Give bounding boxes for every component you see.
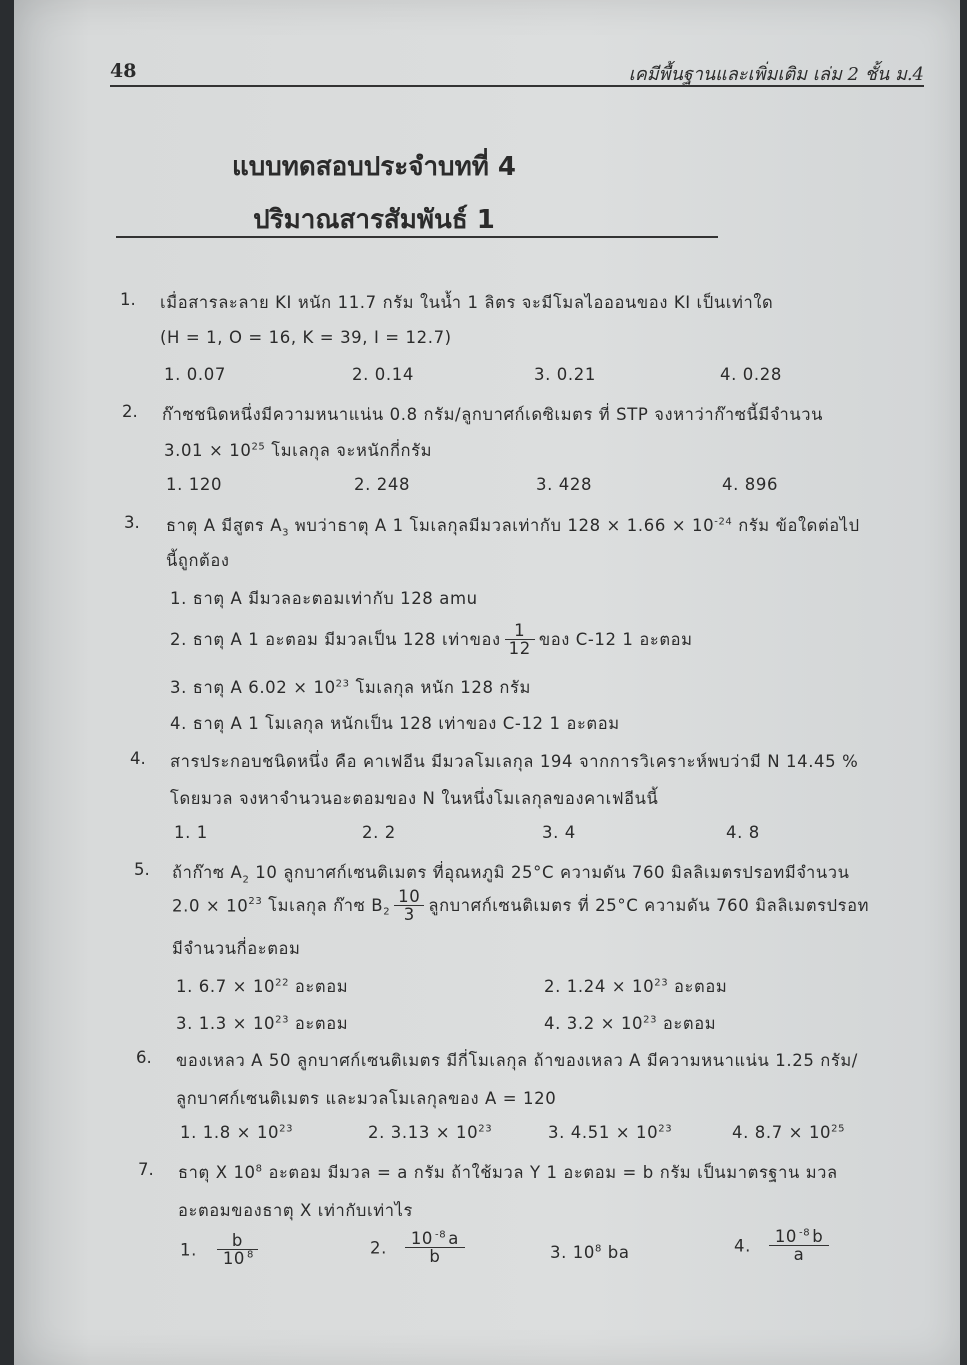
- question-text: ถ้าก๊าซ $A_2$ 10 ลูกบาศก์เซนติเมตร ที่อุณหภูมิ 25°C ความดัน 760 มิลลิเมตรปรอทมีจำนวน: [172, 863, 850, 886]
- choice: 1. 1: [174, 823, 208, 842]
- question-number: 1.: [120, 290, 136, 309]
- choice: 2. $1.24 \times 10^{23}$ อะตอม: [544, 977, 728, 996]
- choice: 1. ธาตุ A มีมวลอะตอมเท่ากับ 128 amu: [170, 589, 478, 608]
- question-text: ลูกบาศก์เซนติเมตร และมวลโมเลกุลของ A = 120: [176, 1089, 557, 1108]
- choice: 4. 0.28: [720, 365, 782, 384]
- question-number: 6.: [136, 1048, 152, 1067]
- title-rule: [116, 236, 718, 238]
- choice: 1. 0.07: [164, 365, 226, 384]
- choice: 4. $8.7 \times 10^{25}$: [732, 1123, 846, 1142]
- choice: 2. $\frac{10 ^{-8} a}{b}$: [370, 1230, 469, 1266]
- book-page: [14, 0, 960, 1365]
- question-text: ธาตุ X $10^8$ อะตอม มีมวล = a กรัม ถ้าใช้มวล Y 1 อะตอม = b กรัม เป็นมาตรฐาน มวล: [178, 1163, 838, 1182]
- choice: 4. 896: [722, 475, 779, 494]
- question-text: มีจำนวนกี่อะตอม: [172, 939, 301, 958]
- choice: 1. $1.8 \times 10^{23}$: [180, 1123, 294, 1142]
- question-number: 2.: [122, 402, 138, 421]
- choice: 4. 8: [726, 823, 760, 842]
- running-header: เคมีพื้นฐานและเพิ่มเติม เล่ม 2 ชั้น ม.4: [628, 64, 924, 85]
- question-number: 4.: [130, 749, 146, 768]
- choice: 1. $\frac{b}{10 ^8}$: [180, 1232, 262, 1268]
- question-text: ก๊าซชนิดหนึ่งมีความหนาแน่น 0.8 กรัม/ลูกบาศก์เดซิเมตร ที่ STP จงหาว่าก๊าซนี้มีจำนวน: [162, 405, 824, 424]
- question-text: นี้ถูกต้อง: [166, 551, 230, 570]
- question-text: (H = 1, O = 16, K = 39, I = 12.7): [160, 328, 452, 347]
- header-rule: [110, 85, 924, 87]
- question-text: ธาตุ A มีสูตร $A_3$ พบว่าธาตุ A 1 โมเลกุลมีมวลเท่ากับ $128 \times 1.66 \times 10^{-24}$ กรัม ข้อใดต่อไป: [166, 516, 860, 539]
- chapter-test-subtitle: ปริมาณสารสัมพันธ์ 1: [253, 205, 495, 235]
- choice: 3. 428: [536, 475, 593, 494]
- question-text: อะตอมของธาตุ X เท่ากับเท่าไร: [178, 1201, 413, 1220]
- choice: 2. 248: [354, 475, 411, 494]
- question-text: $3.01 \times 10^{25}$ โมเลกุล จะหนักกี่กรัม: [164, 441, 433, 460]
- page-number: 48: [110, 60, 137, 82]
- question-text: ของเหลว A 50 ลูกบาศก์เซนติเมตร มีกี่โมเลกุล ถ้าของเหลว A มีความหนาแน่น 1.25 กรัม/: [176, 1051, 858, 1070]
- choice: 2. 0.14: [352, 365, 414, 384]
- choice: 2. $3.13 \times 10^{23}$: [368, 1123, 493, 1142]
- choice: 3. $10^8$ ba: [550, 1243, 630, 1262]
- choice: 1. 120: [166, 475, 223, 494]
- choice: 3. $1.3 \times 10^{23}$ อะตอม: [176, 1014, 349, 1033]
- question-number: 7.: [138, 1160, 154, 1179]
- choice: 3. 4: [542, 823, 576, 842]
- choice: 2. 2: [362, 823, 396, 842]
- question-text: สารประกอบชนิดหนึ่ง คือ คาเฟอีน มีมวลโมเลกุล 194 จากการวิเคราะห์พบว่ามี N 14.45 %: [170, 752, 859, 771]
- choice: 4. $3.2 \times 10^{23}$ อะตอม: [544, 1014, 717, 1033]
- question-number: 5.: [134, 860, 150, 879]
- choice: 2. ธาตุ A 1 อะตอม มีมวลเป็น 128 เท่าของ $\frac{1}{12}$ ของ C-12 1 อะตอม: [170, 621, 693, 659]
- question-text: เมื่อสารละลาย KI หนัก 11.7 กรัม ในน้ำ 1 ลิตร จะมีโมลไอออนของ KI เป็นเท่าใด: [160, 293, 774, 312]
- choice: 4. $\frac{10 ^{-8} b}{a}$: [734, 1228, 833, 1264]
- choice: 1. $6.7 \times 10^{22}$ อะตอม: [176, 977, 349, 996]
- question-text: $2.0 \times 10^{23}$ โมเลกุล ก๊าซ $B_2$ $\frac{10}{3}$ ลูกบาศก์เซนติเมตร ที่ 25°C ความดัน 760 มิลลิเมตรปรอท: [172, 887, 870, 925]
- choice: 3. ธาตุ A $6.02 \times 10^{23}$ โมเลกุล หนัก 128 กรัม: [170, 678, 531, 697]
- question-number: 3.: [124, 513, 140, 532]
- choice: 4. ธาตุ A 1 โมเลกุล หนักเป็น 128 เท่าของ C-12 1 อะตอม: [170, 714, 620, 733]
- choice: 3. 0.21: [534, 365, 596, 384]
- question-text: โดยมวล จงหาจำนวนอะตอมของ N ในหนึ่งโมเลกุลของคาเฟอีนนี้: [170, 789, 659, 808]
- chapter-test-title: แบบทดสอบประจำบทที่ 4: [232, 152, 516, 182]
- choice: 3. $4.51 \times 10^{23}$: [548, 1123, 673, 1142]
